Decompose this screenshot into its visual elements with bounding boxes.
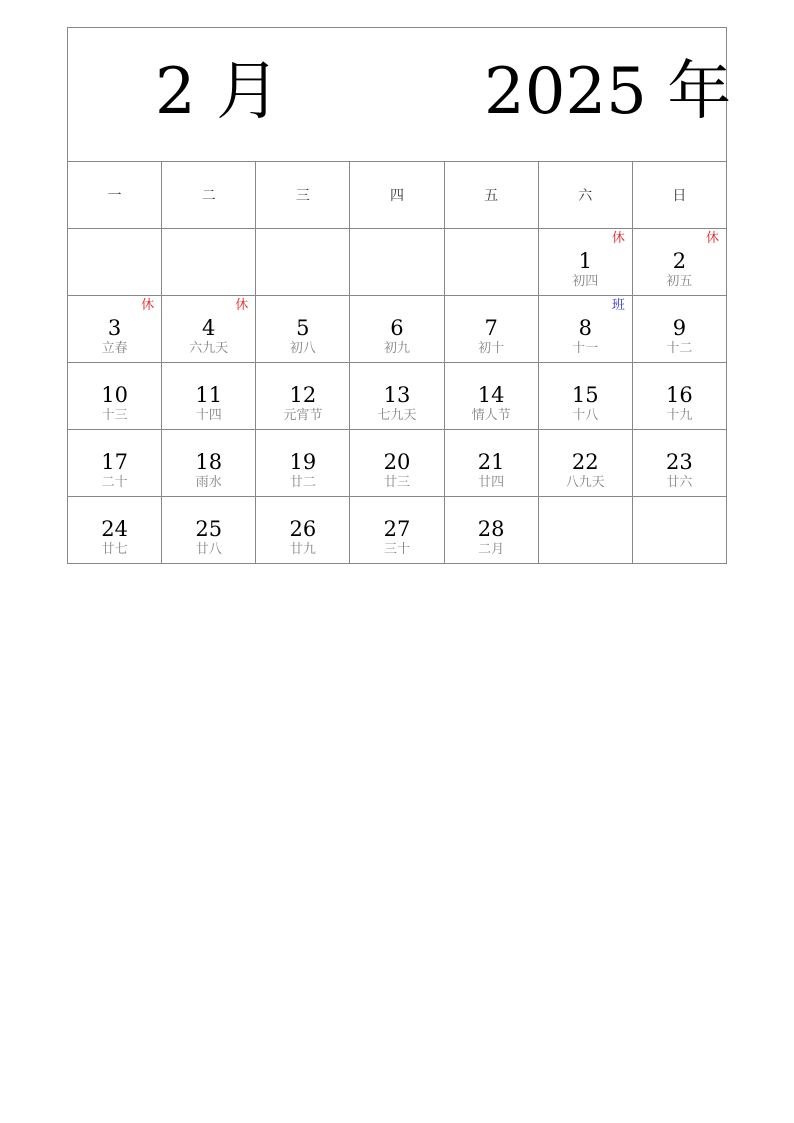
calendar-header-row	[68, 28, 727, 162]
workday-badge: 班	[611, 298, 625, 313]
day-number: 13	[383, 383, 411, 407]
lunar-date: 六九天	[189, 341, 229, 356]
week-row	[68, 363, 727, 430]
weekday-tue: 二	[162, 162, 256, 229]
weekday-sat: 六	[538, 162, 632, 229]
day-cell	[350, 430, 444, 497]
lunar-date: 初八	[289, 341, 316, 356]
day-number: 25	[195, 517, 223, 541]
empty-day-cell	[632, 497, 726, 564]
holiday-badge: 休	[235, 298, 249, 313]
day-cell	[632, 430, 726, 497]
lunar-date: 情人节	[471, 408, 511, 423]
lunar-date: 十三	[101, 408, 128, 423]
lunar-date: 初四	[572, 274, 599, 289]
empty-day-cell	[538, 497, 632, 564]
day-cell	[632, 229, 726, 296]
day-number: 9	[672, 316, 687, 340]
day-cell	[68, 296, 162, 363]
day-cell	[444, 296, 538, 363]
day-number: 8	[578, 316, 592, 340]
lunar-date: 二十	[101, 475, 128, 490]
lunar-date: 三十	[383, 542, 410, 557]
week-row	[68, 497, 727, 564]
day-number: 21	[477, 450, 505, 474]
lunar-date: 十二	[666, 341, 693, 356]
day-number: 7	[484, 316, 498, 340]
day-number: 15	[571, 383, 599, 407]
week-row	[68, 296, 727, 363]
weekday-thu: 四	[350, 162, 444, 229]
day-cell	[256, 363, 350, 430]
empty-day-cell	[68, 229, 162, 296]
lunar-date: 初五	[666, 274, 693, 289]
day-cell	[444, 497, 538, 564]
day-cell	[538, 296, 632, 363]
day-number: 14	[477, 383, 505, 407]
lunar-date: 七九天	[377, 408, 417, 423]
lunar-date: 初九	[383, 341, 410, 356]
holiday-badge: 休	[141, 298, 155, 313]
weekday-wed: 三	[256, 162, 350, 229]
day-cell	[538, 430, 632, 497]
day-number: 5	[296, 316, 310, 340]
day-cell	[256, 497, 350, 564]
day-number: 16	[666, 383, 693, 407]
day-number: 11	[195, 383, 223, 407]
weekday-sun: 日	[632, 162, 726, 229]
day-cell	[632, 363, 726, 430]
day-number: 2	[672, 249, 687, 273]
day-number: 22	[571, 450, 599, 474]
lunar-date: 廿九	[289, 542, 316, 557]
lunar-date: 廿六	[666, 475, 693, 490]
lunar-date: 十一	[572, 341, 599, 356]
lunar-date: 二月	[478, 542, 505, 557]
day-cell	[68, 497, 162, 564]
day-number: 23	[666, 450, 693, 474]
day-cell	[162, 296, 256, 363]
lunar-date: 廿七	[101, 542, 128, 557]
day-cell	[538, 363, 632, 430]
year-label: 2025 年	[484, 55, 732, 129]
day-cell	[632, 296, 726, 363]
calendar-table	[67, 27, 732, 564]
empty-day-cell	[256, 229, 350, 296]
day-number: 28	[477, 517, 505, 541]
lunar-date: 十四	[195, 408, 222, 423]
day-cell	[68, 430, 162, 497]
day-cell	[350, 497, 444, 564]
day-cell	[256, 430, 350, 497]
week-row	[68, 229, 727, 296]
empty-day-cell	[350, 229, 444, 296]
holiday-badge: 休	[705, 231, 719, 246]
day-number: 10	[101, 383, 128, 407]
empty-day-cell	[444, 229, 538, 296]
calendar-header	[68, 28, 732, 162]
day-cell	[350, 363, 444, 430]
day-cell	[350, 296, 444, 363]
day-number: 18	[195, 450, 223, 474]
lunar-date: 廿八	[195, 542, 222, 557]
lunar-date: 雨水	[195, 475, 222, 490]
day-number: 27	[383, 517, 411, 541]
day-cell	[256, 296, 350, 363]
lunar-date: 十九	[666, 408, 693, 423]
day-cell	[162, 430, 256, 497]
day-number: 4	[202, 316, 216, 340]
day-number: 12	[289, 383, 317, 407]
holiday-badge: 休	[611, 231, 625, 246]
day-cell	[162, 497, 256, 564]
lunar-date: 廿三	[383, 475, 410, 490]
weekday-fri: 五	[444, 162, 538, 229]
lunar-date: 廿二	[289, 475, 316, 490]
lunar-date: 八九天	[565, 475, 605, 490]
day-number: 26	[289, 517, 317, 541]
lunar-date: 元宵节	[283, 408, 323, 423]
day-cell	[162, 363, 256, 430]
week-row	[68, 430, 727, 497]
day-cell	[444, 363, 538, 430]
month-label: 2 月	[155, 55, 281, 129]
day-number: 24	[101, 517, 128, 541]
day-cell	[538, 229, 632, 296]
lunar-date: 初十	[478, 341, 505, 356]
empty-day-cell	[162, 229, 256, 296]
weekday-mon: 一	[68, 162, 162, 229]
weekday-header-row	[68, 162, 727, 229]
lunar-date: 十八	[572, 408, 599, 423]
lunar-date: 廿四	[478, 475, 505, 490]
day-number: 1	[578, 249, 592, 273]
day-number: 20	[383, 450, 411, 474]
day-cell	[444, 430, 538, 497]
day-number: 17	[101, 450, 128, 474]
lunar-date: 立春	[101, 341, 128, 356]
day-number: 6	[390, 316, 404, 340]
day-number: 3	[107, 316, 122, 340]
day-cell	[68, 363, 162, 430]
calendar-weeks	[68, 229, 727, 564]
day-number: 19	[289, 450, 317, 474]
